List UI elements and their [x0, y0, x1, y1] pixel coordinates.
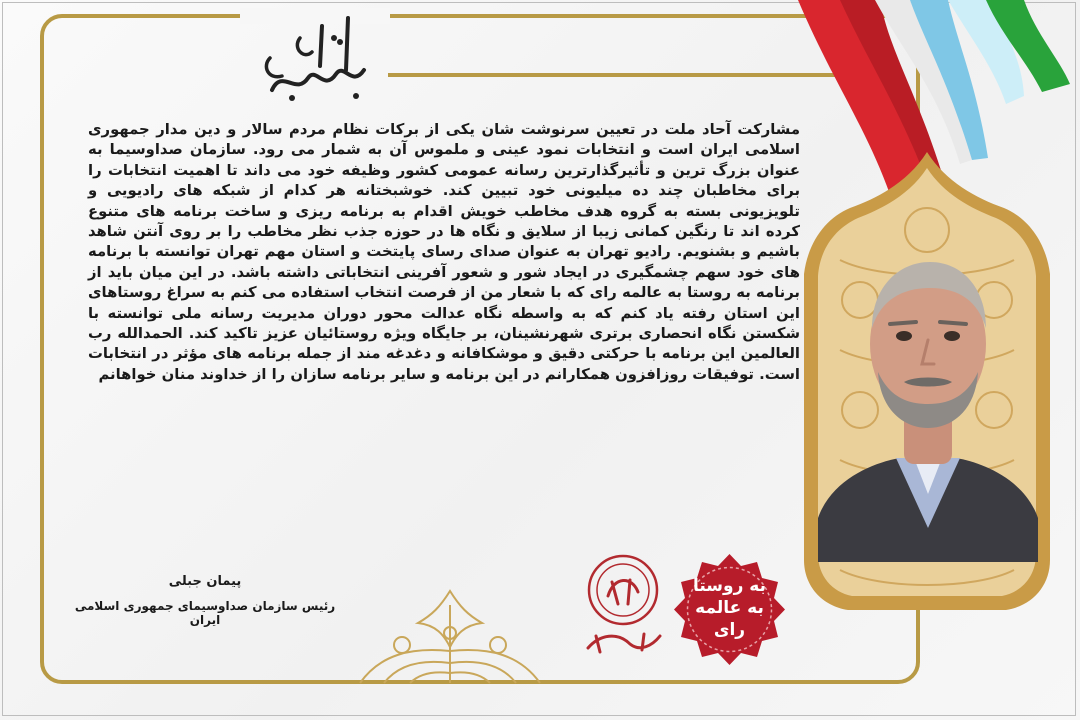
message-body: مشارکت آحاد ملت در تعیین سرنوشت شان یکی از برکات نظام مردم سالار و دین مدار جمهوری اسلامی ایران است و انتخابات نمود عینی و ملموس آن به شمار می رود. سازمان صداوسیما به عنوان بزرگ ترین و تأثیرگذارترین رسانه عمومی کشور وظیفه خود می داند تا اهمیت انتخابات را برای مخاطبان چند ده میلیونی خود تبیین کند. خوشبختانه هر کدام از شبکه های رادیویی و تلویزیونی بسته به گروه هدف مخاطب خویش اقدام به برنامه ریزی و ساخت برنامه های متنوع کرده اند تا رنگین کمانی زیبا از سلایق و نگاه ها در حوزه جذب نظر مخاطب را بر روی آنتن شاهد باشیم و بشنویم. رادیو تهران به عنوان صدای رسای پایتخت و استان مهم تهران توانسته با برنامه های خود سهم چشمگیری در ایجاد شور و شعور آفرینی انتخاباتی داشته باشد. در این میان باید از برنامه به روستا به عالمه رای که با شعار من از فرصت انتخاب استفاده می کنم به سراغ روستاهای این استان رفته یاد کنم که به واسطه نگاه عدالت محور دوران مدیریت رسانه ملی توانسته با شکستن نگاه انحصاری برتری شهرنشینان، بر جایگاه ویژه روستائیان عزیز تاکید کند. الحمدالله رب العالمین این برنامه با حرکتی دقیق و موشکافانه و دغدغه مند از جمله برنامه های مؤثر در انتخابات است. توفیقات روزافزون همکارانم در این برنامه و سایر برنامه سازان را از خداوند منان خواهانم	[88, 121, 800, 383]
portrait-image	[818, 232, 1038, 562]
badge-line-1: به روستا	[692, 576, 766, 596]
arabesque-ornament-icon	[340, 585, 560, 685]
signature-title: رئیس سازمان صداوسیمای جمهوری اسلامی ایران	[74, 599, 336, 627]
radio-tehran-logo	[578, 552, 668, 672]
signature-block	[60, 574, 350, 627]
badge-line-2: به عالمه	[695, 598, 764, 618]
badge-line-3: رای	[713, 620, 746, 640]
signature-name: پیمان جبلی	[168, 574, 242, 589]
program-badge	[672, 552, 787, 667]
calligraphy-icon	[252, 8, 382, 108]
